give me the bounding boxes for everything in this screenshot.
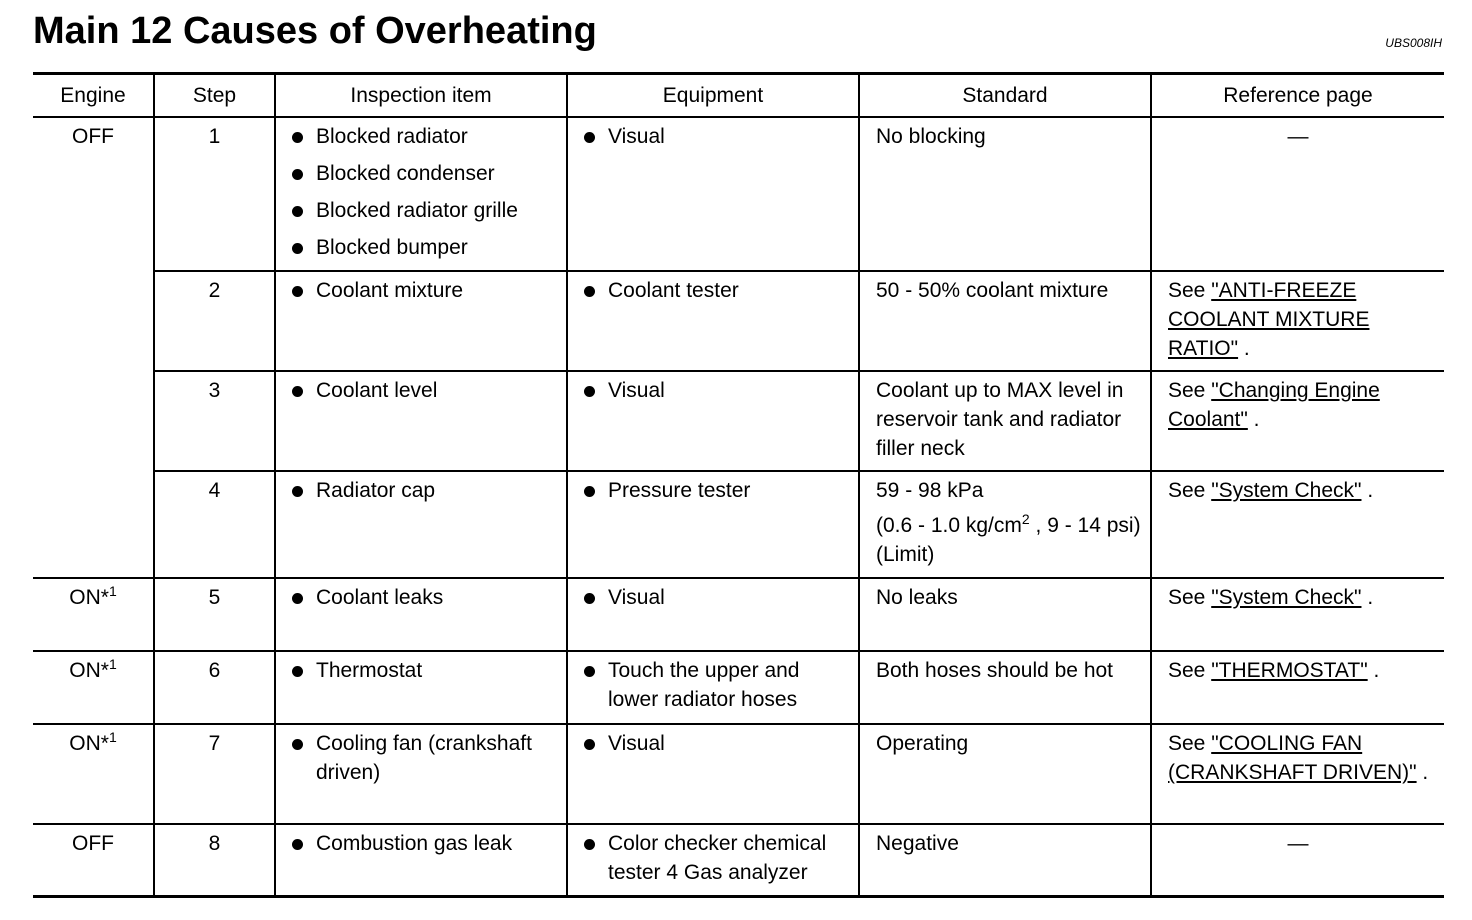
reference-link-thermostat[interactable]: "THERMOSTAT" xyxy=(1211,659,1368,682)
engine-cell xyxy=(33,724,154,824)
inspection-item: Coolant leaks xyxy=(292,583,558,612)
inspection-cell xyxy=(275,271,567,371)
reference-cell xyxy=(1151,371,1444,471)
equipment-item: Color checker chemical tester 4 Gas analyzer xyxy=(584,829,850,887)
inspection-cell xyxy=(275,371,567,471)
standard-cell: No blocking xyxy=(859,117,1151,271)
standard-cell: Negative xyxy=(859,824,1151,897)
page-title: Main 12 Causes of Overheating xyxy=(33,10,597,52)
engine-state: ON* xyxy=(69,659,109,682)
table-row xyxy=(33,651,1444,724)
inspection-item: Blocked bumper xyxy=(292,233,558,262)
reference-cell: — xyxy=(1151,824,1444,897)
table-row xyxy=(33,271,1444,371)
column-header-reference-page: Reference page xyxy=(1151,74,1444,118)
reference-suffix: . xyxy=(1367,659,1380,682)
reference-prefix: See xyxy=(1168,732,1212,755)
overheating-causes-table xyxy=(33,72,1444,898)
step-cell: 4 xyxy=(154,471,275,578)
equipment-cell xyxy=(567,724,859,824)
equipment-cell xyxy=(567,117,859,271)
standard-cell: Coolant up to MAX level in reservoir tank and radiator filler neck xyxy=(859,371,1151,471)
standard-cell: 50 - 50% coolant mixture xyxy=(859,271,1151,371)
document-code: UBS008IH xyxy=(1385,36,1442,50)
column-header-step: Step xyxy=(154,74,275,118)
standard-cell xyxy=(859,471,1151,578)
reference-suffix: . xyxy=(1361,479,1374,502)
table-row xyxy=(33,824,1444,897)
standard-text: , 9 - 14 psi) (Limit) xyxy=(876,514,1141,566)
table-row xyxy=(33,578,1444,651)
footnote-marker: 1 xyxy=(108,583,117,599)
column-header-equipment: Equipment xyxy=(567,74,859,118)
reference-suffix: . xyxy=(1247,408,1260,431)
superscript: 2 xyxy=(1021,511,1030,527)
equipment-item: Visual xyxy=(584,376,850,405)
equipment-cell xyxy=(567,651,859,724)
inspection-cell xyxy=(275,578,567,651)
reference-cell xyxy=(1151,271,1444,371)
reference-cell xyxy=(1151,724,1444,824)
reference-link-cooling-fan[interactable]: "COOLING FAN (CRANKSHAFT DRIVEN)" xyxy=(1168,732,1417,784)
inspection-cell xyxy=(275,471,567,578)
table-row xyxy=(33,371,1444,471)
reference-prefix: See xyxy=(1168,479,1212,502)
inspection-cell xyxy=(275,724,567,824)
step-cell: 3 xyxy=(154,371,275,471)
inspection-item: Radiator cap xyxy=(292,476,558,505)
equipment-cell xyxy=(567,578,859,651)
column-header-inspection-item: Inspection item xyxy=(275,74,567,118)
inspection-item: Blocked condenser xyxy=(292,159,558,188)
reference-suffix: . xyxy=(1238,337,1250,360)
reference-suffix: . xyxy=(1416,761,1429,784)
inspection-cell xyxy=(275,117,567,271)
step-cell: 8 xyxy=(154,824,275,897)
equipment-cell xyxy=(567,471,859,578)
engine-cell xyxy=(33,117,154,578)
reference-link-system-check[interactable]: "System Check" xyxy=(1211,586,1362,609)
engine-state: ON* xyxy=(69,586,109,609)
inspection-item: Blocked radiator grille xyxy=(292,196,558,225)
inspection-item: Coolant mixture xyxy=(292,276,558,305)
step-cell: 6 xyxy=(154,651,275,724)
table-row xyxy=(33,724,1444,824)
inspection-item: Thermostat xyxy=(292,656,558,685)
inspection-cell xyxy=(275,651,567,724)
reference-cell xyxy=(1151,471,1444,578)
standard-line: 59 - 98 kPa xyxy=(876,479,984,502)
engine-state: OFF xyxy=(72,832,114,855)
equipment-item: Pressure tester xyxy=(584,476,850,505)
reference-suffix: . xyxy=(1361,586,1374,609)
reference-prefix: See xyxy=(1168,586,1212,609)
table-header-row xyxy=(33,74,1444,118)
inspection-item: Coolant level xyxy=(292,376,558,405)
column-header-standard: Standard xyxy=(859,74,1151,118)
equipment-item: Coolant tester xyxy=(584,276,850,305)
equipment-item: Touch the upper and lower radiator hoses xyxy=(584,656,850,714)
equipment-cell xyxy=(567,371,859,471)
equipment-item: Visual xyxy=(584,583,850,612)
table-row xyxy=(33,471,1444,578)
step-cell: 2 xyxy=(154,271,275,371)
inspection-item: Cooling fan (crankshaft driven) xyxy=(292,729,558,787)
standard-line xyxy=(876,511,1142,569)
inspection-item: Blocked radiator xyxy=(292,122,558,151)
reference-link-changing-engine-coolant[interactable]: "Changing Engine Coolant" xyxy=(1168,379,1380,431)
reference-link-system-check[interactable]: "System Check" xyxy=(1211,479,1362,502)
table-row xyxy=(33,117,1444,271)
engine-cell xyxy=(33,578,154,651)
inspection-item: Combustion gas leak xyxy=(292,829,558,858)
column-header-engine: Engine xyxy=(33,74,154,118)
equipment-item: Visual xyxy=(584,729,850,758)
standard-cell: Operating xyxy=(859,724,1151,824)
step-cell: 1 xyxy=(154,117,275,271)
engine-cell xyxy=(33,651,154,724)
reference-prefix: See xyxy=(1168,279,1212,302)
footnote-marker: 1 xyxy=(108,729,117,745)
standard-cell: No leaks xyxy=(859,578,1151,651)
equipment-cell xyxy=(567,824,859,897)
equipment-item: Visual xyxy=(584,122,850,151)
inspection-cell xyxy=(275,824,567,897)
step-cell: 7 xyxy=(154,724,275,824)
engine-state: ON* xyxy=(69,732,109,755)
engine-state: OFF xyxy=(72,125,114,148)
reference-cell xyxy=(1151,651,1444,724)
standard-text: (0.6 - 1.0 kg/cm xyxy=(876,514,1022,537)
reference-cell xyxy=(1151,578,1444,651)
engine-cell xyxy=(33,824,154,897)
footnote-marker: 1 xyxy=(108,656,117,672)
equipment-cell xyxy=(567,271,859,371)
reference-cell: — xyxy=(1151,117,1444,271)
reference-prefix: See xyxy=(1168,379,1212,402)
reference-prefix: See xyxy=(1168,659,1212,682)
standard-cell: Both hoses should be hot xyxy=(859,651,1151,724)
step-cell: 5 xyxy=(154,578,275,651)
reference-link-anti-freeze-coolant[interactable]: "ANTI-FREEZE COOLANT MIXTURE RATIO" xyxy=(1168,279,1370,360)
